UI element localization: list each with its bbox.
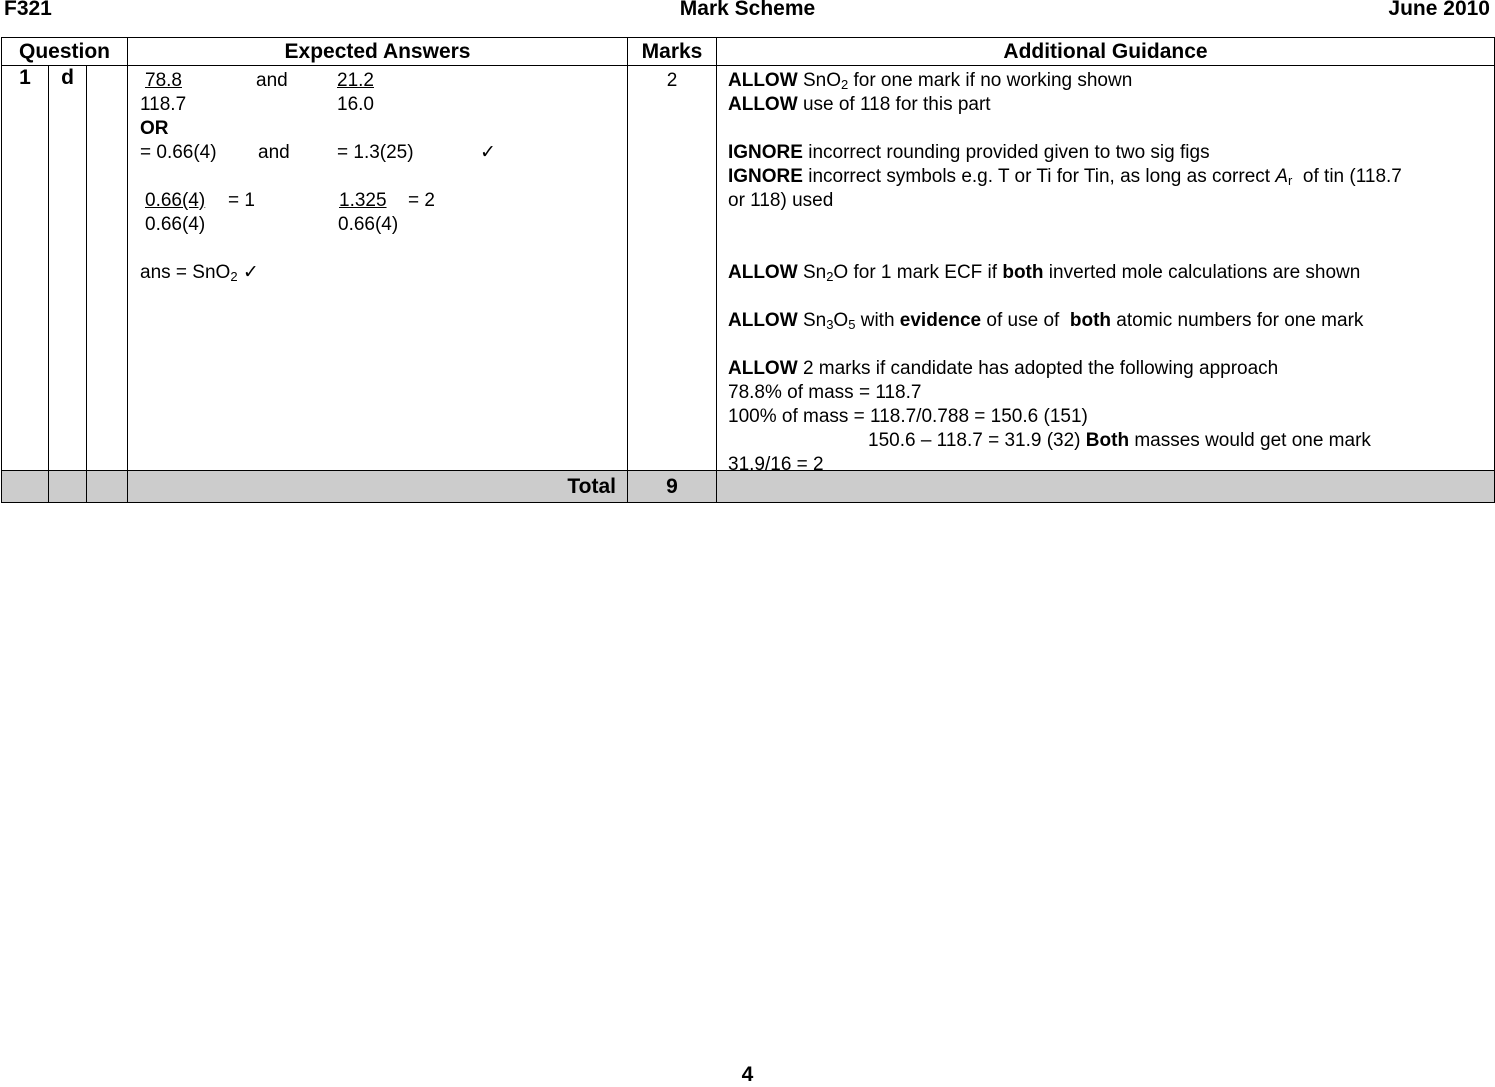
col-answers: Expected Answers — [128, 38, 628, 66]
tin-mass-numerator: 78.8 — [145, 70, 182, 91]
page-number: 4 — [741, 1063, 754, 1086]
guidance-line: ALLOW $Sn_3O_5$ with evidence of use of both atomic numbers for one mark — [728, 310, 1364, 332]
ratio-oxygen-numerator: 1.325 — [339, 190, 387, 211]
question-subpart — [87, 66, 128, 471]
marks-value: 2 — [666, 70, 678, 91]
header-title: Mark Scheme — [679, 0, 816, 20]
guidance-line: 100% of mass = 118.7/0.788 = 150.6 (151) — [728, 406, 1088, 427]
question-part: d — [49, 66, 87, 471]
ratio-tin-numerator: 0.66(4) — [145, 190, 206, 211]
final-answer: ans = SnO$_2$ ✓ — [140, 262, 259, 284]
oxygen-mass-numerator: 21.2 — [337, 70, 374, 91]
guidance-line: 31.9/16 = 2 — [728, 454, 824, 475]
table-header-row — [2, 38, 1495, 66]
header-date: June 2010 — [1388, 0, 1490, 20]
guidance-line: 78.8% of mass = 118.7 — [728, 382, 922, 403]
col-marks: Marks — [628, 38, 717, 66]
mark-scheme-table — [1, 37, 1495, 503]
guidance-line: or 118) used — [728, 190, 834, 211]
col-question: Question — [2, 38, 128, 66]
total-blank — [717, 471, 1495, 503]
guidance-line: 150.6 – 118.7 = 31.9 (32) Both masses would get one mark — [868, 430, 1371, 451]
header-code: F321 — [4, 0, 52, 20]
guidance-line: IGNORE incorrect rounding provided given to two sig figs — [728, 142, 1210, 163]
guidance-line: ALLOW SnO$_2$ for one mark if no working shown — [728, 70, 1133, 92]
or-label: OR — [140, 118, 169, 139]
total-blank — [49, 471, 87, 503]
check-mark-icon: ✓ — [242, 262, 259, 283]
guidance-line: ALLOW 2 marks if candidate has adopted the following approach — [728, 358, 1279, 379]
tin-moles: = 0.66(4) — [140, 142, 217, 163]
total-label: Total — [128, 471, 628, 503]
ratio-oxygen-denominator: 0.66(4) — [338, 214, 399, 235]
check-mark-icon: ✓ — [480, 142, 496, 163]
tin-ar-denominator: 118.7 — [140, 94, 187, 115]
oxygen-moles: = 1.3(25) — [337, 142, 414, 163]
ratio-oxygen-value: = 2 — [408, 190, 435, 211]
and-label: and — [258, 142, 290, 163]
table-row — [2, 66, 1495, 471]
ratio-tin-value: = 1 — [228, 190, 255, 211]
marks-cell — [628, 66, 717, 471]
total-value: 9 — [628, 471, 717, 503]
ratio-tin-denominator: 0.66(4) — [145, 214, 206, 235]
question-number: 1 — [2, 66, 49, 471]
guidance-line: ALLOW use of 118 for this part — [728, 94, 991, 115]
and-label: and — [256, 70, 288, 91]
guidance-cell — [717, 66, 1495, 475]
oxygen-ar-denominator: 16.0 — [337, 94, 374, 115]
total-blank — [2, 471, 49, 503]
guidance-line: IGNORE incorrect symbols e.g. T or Ti for Tin, as long as correct $A_r$ of tin (118.7 — [728, 166, 1402, 188]
total-blank — [87, 471, 128, 503]
col-guidance: Additional Guidance — [717, 38, 1495, 66]
guidance-line: ALLOW $Sn_2O$ for 1 mark ECF if both inverted mole calculations are shown — [728, 262, 1361, 284]
expected-answers-cell — [128, 66, 628, 471]
